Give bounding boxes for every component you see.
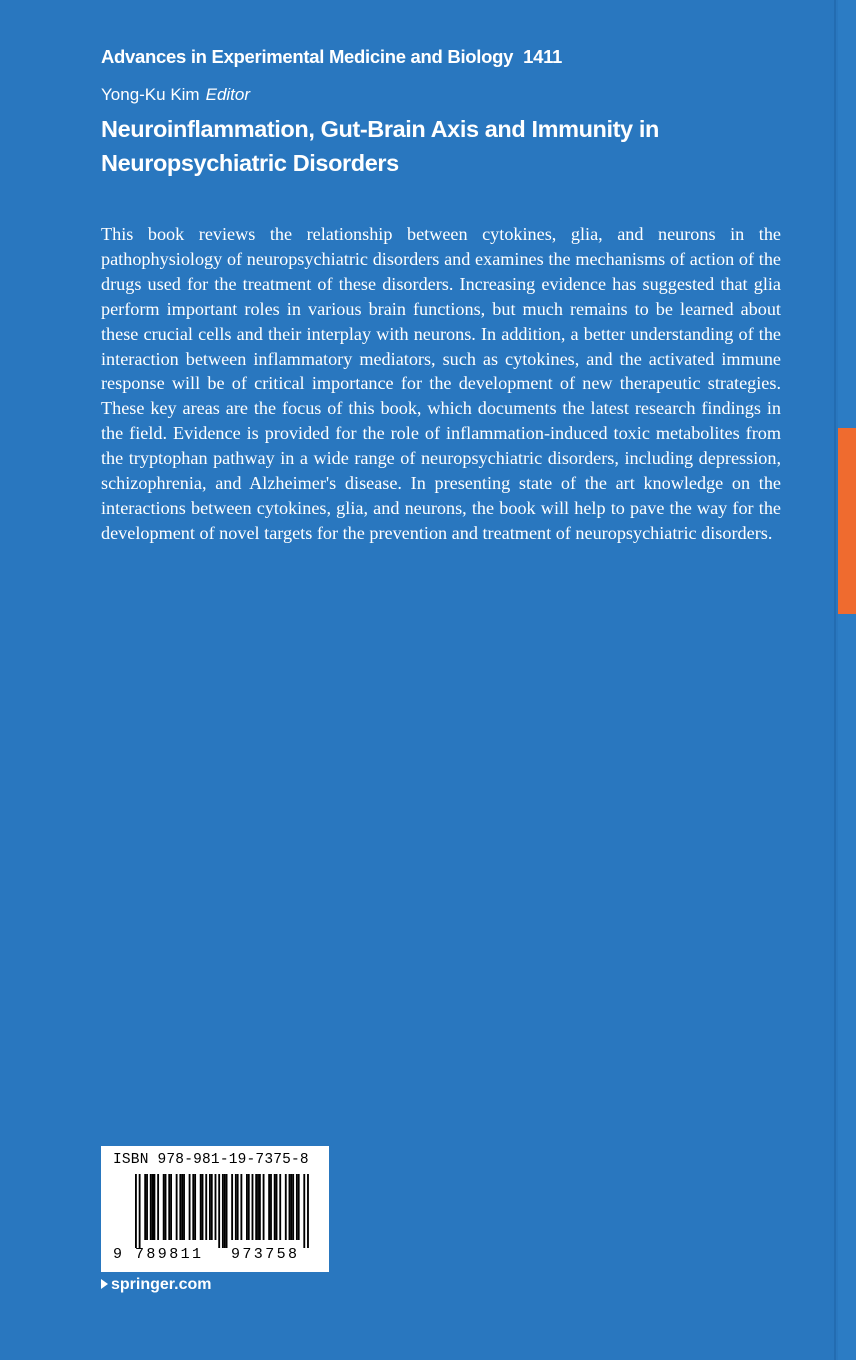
barcode-bar (285, 1174, 287, 1240)
barcode-bar (163, 1174, 165, 1240)
barcode-bar (289, 1174, 291, 1240)
publisher-website (101, 1276, 211, 1294)
book-title-line-2: Neuropsychiatric Disorders (101, 150, 399, 176)
barcode-bar (226, 1174, 228, 1248)
publisher-website-text: springer.com (111, 1276, 212, 1293)
barcode-bar (237, 1174, 239, 1240)
barcode-bar (274, 1174, 276, 1240)
editor-line (101, 85, 250, 105)
barcode-bar (292, 1174, 294, 1240)
barcode-bar (270, 1174, 272, 1240)
barcode-bar (246, 1174, 248, 1240)
barcode-bar (200, 1174, 202, 1240)
barcode-digits (113, 1246, 323, 1263)
barcode-bar (259, 1174, 261, 1240)
barcode-bar (179, 1174, 181, 1240)
barcode-digit-group-right: 973758 (231, 1246, 300, 1263)
arrow-right-icon (101, 1279, 108, 1289)
book-title (101, 112, 801, 180)
barcode-bar (176, 1174, 178, 1240)
barcode-bar (252, 1174, 254, 1240)
barcode-bar (235, 1174, 237, 1240)
spine-edge (838, 0, 856, 1360)
barcode-bar (154, 1174, 156, 1240)
barcode-bar (152, 1174, 154, 1240)
barcode-bar (224, 1174, 226, 1248)
barcode-digit-group-left: 789811 (135, 1246, 204, 1263)
barcode-bar (157, 1174, 159, 1240)
isbn-number: ISBN 978-981-19-7375-8 (113, 1152, 309, 1168)
barcode-bar (170, 1174, 172, 1240)
barcode-bar (181, 1174, 183, 1240)
series-line (101, 46, 562, 68)
book-description: This book reviews the relationship between cytokines, glia, and neurons in the pathophysiology of neuropsychiatric disorders and examines the mechanisms of action of the drugs used for the treatment of these disorders. Increasing evidence has suggested that glia perform important roles in various brain functions, but much remains to be learned about these crucial cells and their interplay with neurons. In addition, a better understanding of the interaction between inflammatory mediators, such as cytokines, and the activated immune response will be of critical importance for the development of new therapeutic strategies. These key areas are the focus of this book, which documents the latest research findings in the field. Evidence is provided for the role of inflammation-induced toxic metabolites from the tryptophan pathway in a wide range of neuropsychiatric disorders, including depression, schizophrenia, and Alzheimer's disease. In presenting state of the art knowledge on the interactions between cytokines, glia, and neurons, the book will help to pave the way for the development of novel targets for the prevention and treatment of neuropsychiatric disorders. (101, 224, 781, 543)
barcode-bar (189, 1174, 191, 1240)
barcode-bar (209, 1174, 211, 1240)
barcode-bar (222, 1174, 224, 1248)
series-volume: 1411 (523, 46, 563, 67)
barcode-bar (240, 1174, 242, 1240)
barcode-bar (205, 1174, 207, 1240)
barcode-bar (215, 1174, 217, 1240)
barcode-bar (303, 1174, 305, 1248)
barcode-bar (248, 1174, 250, 1240)
barcode-bars (101, 1172, 329, 1250)
barcode-bar (165, 1174, 167, 1240)
barcode-bar (144, 1174, 146, 1240)
barcode-bar (139, 1174, 141, 1248)
barcode-bar (218, 1174, 220, 1248)
book-title-line-1: Neuroinflammation, Gut-Brain Axis and Immunity in (101, 116, 659, 142)
barcode-bar (135, 1174, 137, 1248)
barcode-bar (298, 1174, 300, 1240)
barcode-bar (168, 1174, 170, 1240)
barcode-bar (202, 1174, 204, 1240)
barcode-bar (307, 1174, 309, 1248)
barcode-bar (150, 1174, 152, 1240)
barcode-bar (183, 1174, 185, 1240)
spine-fold-line (834, 0, 836, 1360)
spine-color-tab (838, 428, 856, 614)
barcode-bar (255, 1174, 257, 1240)
editor-name: Yong-Ku Kim (101, 85, 200, 104)
barcode-first-digit: 9 (113, 1246, 123, 1263)
barcode-bar (276, 1174, 278, 1240)
barcode-bar (268, 1174, 270, 1240)
barcode-bar (263, 1174, 265, 1240)
barcode-bar (194, 1174, 196, 1240)
barcode-bar (296, 1174, 298, 1240)
barcode-bar (211, 1174, 213, 1240)
series-name: Advances in Experimental Medicine and Biology (101, 46, 514, 67)
barcode-bar (192, 1174, 194, 1240)
isbn-barcode (101, 1146, 329, 1272)
barcode-bar (257, 1174, 259, 1240)
barcode-bar (279, 1174, 281, 1240)
barcode-bar (146, 1174, 148, 1240)
editor-role: Editor (205, 85, 251, 104)
barcode-bar (290, 1174, 292, 1240)
barcode-bar (231, 1174, 233, 1240)
